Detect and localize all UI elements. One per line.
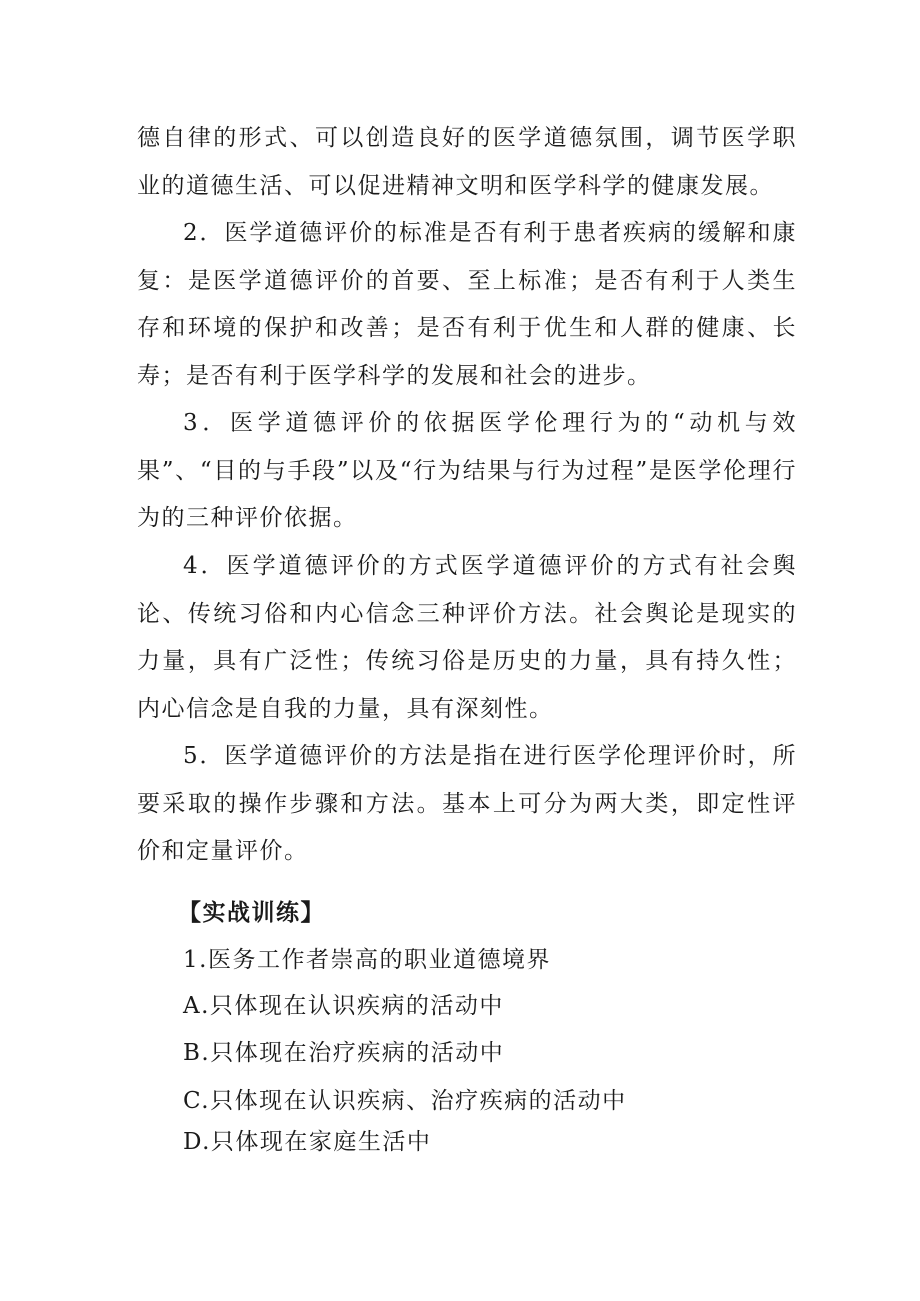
paragraph-evaluation-basis: 3．医学道德评价的依据医学伦理行为的“动机与效果”、“目的与手段”以及“行为结果与行为过程”是医学伦理行为的三种评价依据。 xyxy=(137,410,797,531)
option-c: C.只体现在认识疾病、治疗疾病的活动中 xyxy=(183,1088,627,1114)
paragraph-continued: 德自律的形式、可以创造良好的医学道德氛围，调节医学职业的道德生活、可以促进精神文明和医学科学的健康发展。 xyxy=(137,125,797,199)
question-stem: 1.医务工作者崇高的职业道德境界 xyxy=(183,947,551,973)
option-d: D.只体现在家庭生活中 xyxy=(183,1129,432,1155)
option-b: B.只体现在治疗疾病的活动中 xyxy=(183,1040,505,1066)
paragraph-evaluation-mode: 4．医学道德评价的方式医学道德评价的方式有社会舆论、传统习俗和内心信念三种评价方法。社会舆论是现实的力量，具有广泛性；传统习俗是历史的力量，具有持久性；内心信念是自我的力量，具有深刻性。 xyxy=(137,553,797,722)
section-title-practice: 【实战训练】 xyxy=(178,899,325,926)
option-a: A.只体现在认识疾病的活动中 xyxy=(183,993,504,1019)
paragraph-evaluation-method: 5．医学道德评价的方法是指在进行医学伦理评价时，所要采取的操作步骤和方法。基本上可分为两大类，即定性评价和定量评价。 xyxy=(137,743,797,864)
paragraph-evaluation-standard: 2．医学道德评价的标准是否有利于患者疾病的缓解和康复：是医学道德评价的首要、至上标准；是否有利于人类生存和环境的保护和改善；是否有利于优生和人群的健康、长寿；是否有利于医学科学的发展和社会的进步。 xyxy=(137,220,797,389)
